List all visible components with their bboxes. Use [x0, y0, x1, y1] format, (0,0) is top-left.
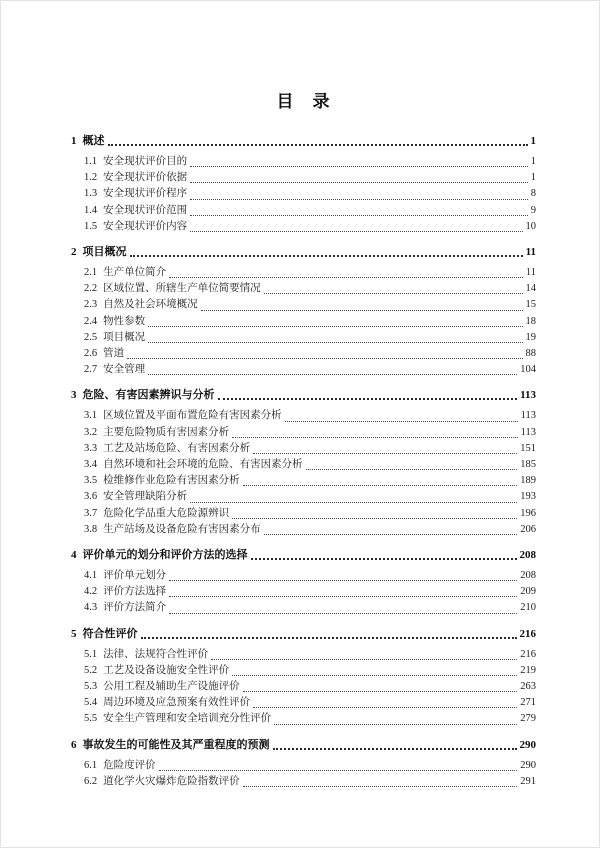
entry-page-number: 18 [525, 315, 536, 327]
dot-leader [127, 358, 522, 359]
toc-chapter-heading[interactable] [71, 626, 536, 642]
chapter-page-number: 11 [525, 246, 536, 259]
toc-chapter [71, 626, 536, 728]
dot-leader [148, 374, 517, 375]
dot-leader [190, 215, 528, 216]
entry-title: 危险化学品重大危险源辨识 [103, 507, 230, 519]
entry-title: 物性参数 [103, 315, 146, 327]
entry-page-number: 219 [520, 664, 536, 676]
entry-title: 安全生产管理和安全培训充分性评价 [103, 713, 272, 725]
entry-title: 安全现状评价范围 [103, 204, 188, 216]
toc-entry[interactable] [71, 522, 536, 538]
toc-entry[interactable] [71, 408, 536, 424]
dot-leader [130, 255, 523, 257]
entry-page-number: 11 [525, 267, 536, 279]
entry-title: 危险度评价 [103, 759, 156, 771]
toc-entry[interactable] [71, 265, 536, 281]
chapter-title: 概述 [82, 135, 105, 147]
entry-title: 法律、法规符合性评价 [103, 648, 209, 660]
entry-page-number: 189 [520, 475, 536, 487]
chapter-title: 符合性评价 [82, 627, 138, 640]
entry-title: 工艺及设备设施安全性评价 [103, 664, 230, 676]
dot-leader [232, 675, 517, 676]
chapter-number: 2 [71, 246, 77, 259]
entry-title: 自然及社会环境概况 [103, 299, 198, 311]
toc-chapter [71, 547, 536, 617]
toc-entry[interactable] [71, 154, 536, 170]
dot-leader [169, 277, 523, 278]
entry-page-number: 104 [520, 364, 536, 376]
toc-chapter-heading[interactable] [71, 133, 536, 149]
entry-title: 安全现状评价内容 [103, 220, 188, 232]
chapter-number: 6 [71, 738, 77, 751]
entry-number: 2.3 [84, 299, 98, 311]
toc-entry[interactable] [71, 346, 536, 362]
entry-title: 周边环境及应急预案有效性评价 [103, 697, 251, 709]
toc-entry[interactable] [71, 711, 536, 727]
toc-entry[interactable] [71, 600, 536, 616]
entry-number: 5.3 [84, 681, 98, 693]
entry-number: 5.1 [84, 648, 98, 660]
dot-leader [108, 144, 528, 146]
toc-chapter [71, 244, 536, 378]
dot-leader [232, 437, 518, 438]
entry-page-number: 8 [530, 188, 536, 200]
entry-number: 3.2 [84, 426, 98, 438]
entry-number: 3.6 [84, 491, 98, 503]
entry-page-number: 193 [520, 491, 536, 503]
entry-number: 6.2 [84, 775, 98, 787]
entry-page-number: 206 [520, 523, 536, 535]
toc-entry[interactable] [71, 679, 536, 695]
page-title: 目 录 [276, 92, 331, 111]
entry-page-number: 88 [525, 348, 536, 360]
toc-entry[interactable] [71, 584, 536, 600]
entry-page-number: 216 [520, 648, 536, 660]
chapter-number: 5 [71, 627, 77, 640]
entry-title: 主要危险物质有害因素分析 [103, 426, 230, 438]
chapter-page-number: 113 [520, 389, 536, 402]
entry-page-number: 290 [520, 759, 536, 771]
entry-number: 2.5 [84, 331, 98, 343]
toc-chapter-items [71, 265, 536, 378]
dot-leader [201, 310, 523, 311]
dot-leader [251, 558, 517, 560]
entry-page-number: 209 [520, 586, 536, 598]
entry-title: 安全现状评价依据 [103, 172, 188, 184]
entry-page-number: 14 [525, 283, 536, 295]
toc-entry[interactable] [71, 362, 536, 378]
dot-leader [148, 342, 522, 343]
entry-page-number: 113 [520, 410, 536, 422]
entry-page-number: 15 [525, 299, 536, 311]
dot-leader [243, 786, 518, 787]
entry-title: 安全现状评价程序 [103, 188, 188, 200]
entry-title: 道化学火灾爆炸危险指数评价 [103, 775, 240, 787]
toc-entry[interactable] [71, 758, 536, 774]
entry-number: 3.8 [84, 523, 98, 535]
entry-number: 2.2 [84, 283, 98, 295]
entry-number: 5.4 [84, 697, 98, 709]
entry-page-number: 19 [525, 331, 536, 343]
entry-page-number: 1 [530, 172, 536, 184]
chapter-page-number: 216 [519, 627, 536, 640]
toc-entry[interactable] [71, 314, 536, 330]
chapter-title: 事故发生的可能性及其严重程度的预测 [82, 738, 270, 751]
toc-chapter-heading[interactable] [71, 387, 536, 403]
entry-title: 安全管理缺陷分析 [103, 491, 188, 503]
entry-number: 1.1 [84, 156, 98, 167]
toc-entry[interactable] [71, 695, 536, 711]
entry-number: 3.4 [84, 459, 98, 471]
dot-leader [253, 707, 517, 708]
entry-number: 3.7 [84, 507, 98, 519]
toc-entry[interactable] [71, 506, 536, 522]
dot-leader [232, 518, 517, 519]
dot-leader [190, 199, 528, 200]
entry-number: 4.1 [84, 570, 98, 582]
toc-chapter-items [71, 758, 536, 790]
entry-page-number: 291 [520, 775, 536, 787]
entry-number: 1.2 [84, 172, 98, 184]
toc-chapter-heading[interactable] [71, 244, 536, 260]
toc-entry[interactable] [71, 441, 536, 457]
chapter-title: 评价单元的划分和评价方法的选择 [82, 549, 248, 562]
entry-number: 3.5 [84, 475, 98, 487]
chapter-number: 4 [71, 549, 77, 562]
entry-title: 项目概况 [103, 331, 146, 343]
toc-entry[interactable] [71, 457, 536, 473]
dot-leader [264, 534, 518, 535]
toc-entry[interactable] [71, 489, 536, 505]
entry-title: 工艺及站场危险、有害因素分析 [103, 442, 251, 454]
toc-chapter-items [71, 408, 536, 538]
entry-page-number: 271 [520, 697, 536, 709]
entry-page-number: 151 [520, 442, 536, 454]
entry-number: 1.3 [84, 188, 98, 200]
entry-page-number: 1 [530, 156, 536, 167]
chapter-number: 3 [71, 389, 77, 402]
entry-number: 2.7 [84, 364, 98, 376]
entry-title: 管道 [103, 348, 125, 360]
dot-leader [285, 421, 518, 422]
toc-entry[interactable] [71, 297, 536, 313]
dot-leader [169, 596, 517, 597]
entry-page-number: 196 [520, 507, 536, 519]
entry-title: 评价方法选择 [103, 586, 167, 598]
toc-chapter [71, 133, 536, 235]
toc-entry[interactable] [71, 774, 536, 790]
toc-entry[interactable] [71, 203, 536, 219]
entry-number: 2.6 [84, 348, 98, 360]
entry-number: 4.2 [84, 586, 98, 598]
entry-page-number: 9 [530, 204, 536, 216]
toc-chapter-heading[interactable] [71, 547, 536, 563]
chapter-number: 1 [71, 135, 77, 147]
dot-leader [148, 326, 522, 327]
entry-page-number: 279 [520, 713, 536, 725]
entry-page-number: 10 [525, 220, 536, 232]
entry-number: 6.1 [84, 759, 98, 771]
entry-number: 1.5 [84, 220, 98, 232]
entry-title: 安全管理 [103, 364, 146, 376]
dot-leader [190, 182, 528, 183]
entry-number: 1.4 [84, 204, 98, 216]
entry-page-number: 208 [520, 570, 536, 582]
toc-entry[interactable] [71, 330, 536, 346]
entry-number: 2.4 [84, 315, 98, 327]
toc-chapter-heading[interactable] [71, 737, 536, 753]
entry-number: 4.3 [84, 602, 98, 614]
toc-chapter [71, 737, 536, 790]
dot-leader [141, 637, 517, 639]
chapter-title: 项目概况 [82, 246, 127, 259]
entry-title: 自然环境和社会环境的危险、有害因素分析 [103, 459, 303, 471]
toc-entry[interactable] [71, 186, 536, 202]
chapter-page-number: 208 [519, 549, 536, 562]
dot-leader [190, 231, 522, 232]
dot-leader [169, 580, 517, 581]
toc-entry[interactable] [71, 170, 536, 186]
chapter-page-number: 1 [530, 135, 536, 147]
dot-leader [273, 748, 517, 750]
entry-page-number: 263 [520, 681, 536, 693]
entry-title: 区域位置、所辖生产单位简要情况 [103, 283, 261, 295]
toc-entry[interactable] [71, 663, 536, 679]
toc-entry[interactable] [71, 568, 536, 584]
toc-entry[interactable] [71, 281, 536, 297]
toc-chapter-items [71, 154, 536, 235]
entry-number: 2.1 [84, 267, 98, 279]
dot-leader [159, 770, 518, 771]
entry-page-number: 210 [520, 602, 536, 614]
entry-page-number: 113 [520, 426, 536, 438]
dot-leader [253, 453, 517, 454]
toc-list [71, 133, 536, 790]
dot-leader [306, 469, 518, 470]
toc-entry[interactable] [71, 647, 536, 663]
toc-entry[interactable] [71, 219, 536, 235]
entry-title: 公用工程及辅助生产设施评价 [103, 681, 240, 693]
entry-page-number: 185 [520, 459, 536, 471]
dot-leader [211, 659, 517, 660]
entry-number: 3.1 [84, 410, 98, 422]
dot-leader [190, 502, 517, 503]
entry-title: 检维修作业危险有害因素分析 [103, 475, 240, 487]
toc-chapter [71, 387, 536, 538]
dot-leader [264, 293, 523, 294]
toc-chapter-items [71, 568, 536, 617]
entry-number: 5.2 [84, 664, 98, 676]
dot-leader [218, 398, 518, 400]
entry-title: 评价单元划分 [103, 570, 167, 582]
toc-entry[interactable] [71, 473, 536, 489]
entry-title: 区域位置及平面布置危险有害因素分析 [103, 410, 282, 422]
dot-leader [190, 166, 528, 167]
dot-leader [243, 691, 518, 692]
chapter-title: 危险、有害因素辨识与分析 [82, 389, 215, 402]
entry-title: 评价方法简介 [103, 602, 167, 614]
toc-chapter-items [71, 647, 536, 728]
entry-number: 5.5 [84, 713, 98, 725]
entry-title: 生产单位简介 [103, 267, 167, 279]
chapter-page-number: 290 [519, 738, 536, 751]
dot-leader [274, 724, 517, 725]
entry-title: 安全现状评价目的 [103, 156, 188, 167]
entry-number: 3.3 [84, 442, 98, 454]
entry-title: 生产站场及设备危险有害因素分布 [103, 523, 261, 535]
dot-leader [243, 485, 518, 486]
dot-leader [169, 613, 517, 614]
toc-entry[interactable] [71, 425, 536, 441]
